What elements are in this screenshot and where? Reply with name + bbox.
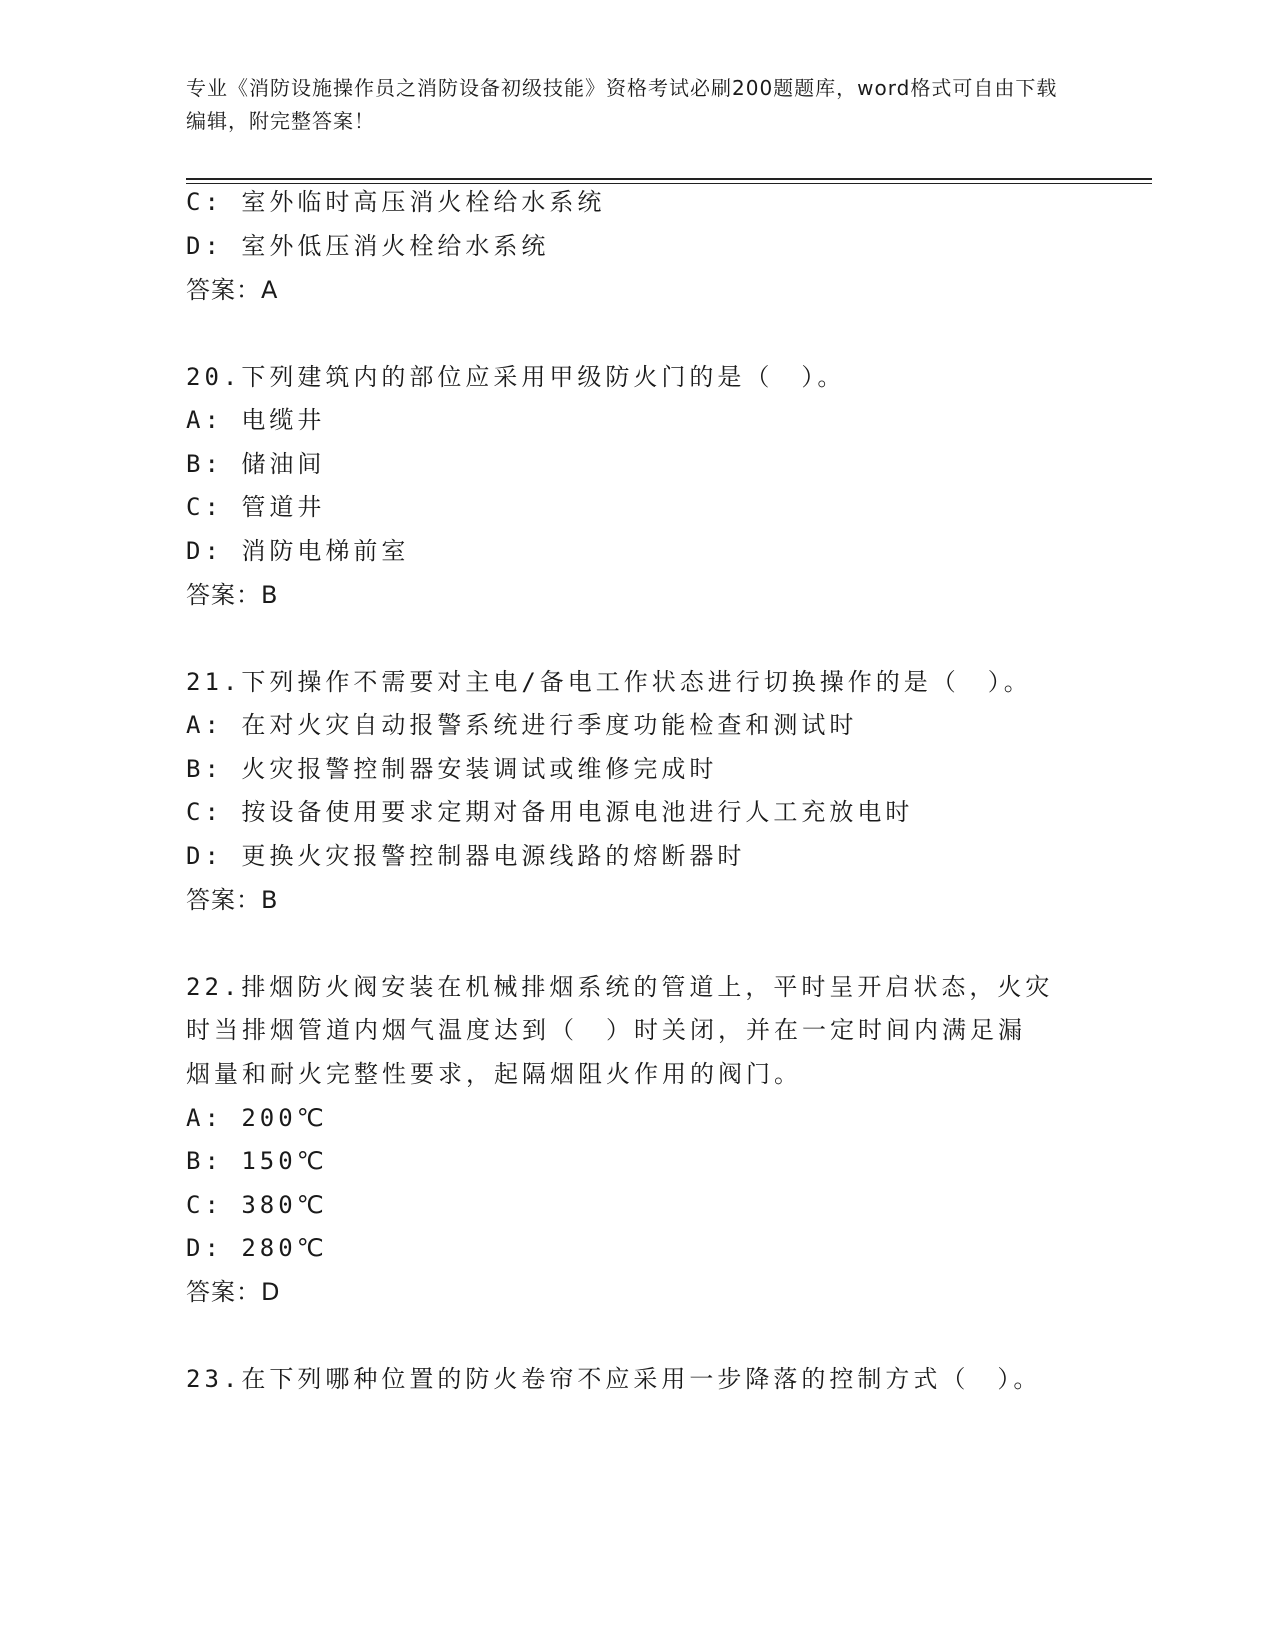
q22-option-c: C: 380℃ (186, 1191, 328, 1219)
q19-answer: 答案：A (186, 276, 279, 304)
q20-option-d: D: 消防电梯前室 (186, 537, 410, 565)
q21-answer: 答案：B (186, 886, 279, 914)
q19-option-c: C: 室外临时高压消火栓给水系统 (186, 188, 606, 216)
q21-question: 21.下列操作不需要对主电/备电工作状态进行切换操作的是（ ）。 (186, 668, 1032, 696)
q22-option-d: D: 280℃ (186, 1234, 328, 1262)
q19-option-d: D: 室外低压消火栓给水系统 (186, 232, 550, 260)
q21-option-c: C: 按设备使用要求定期对备用电源电池进行人工充放电时 (186, 798, 914, 826)
q20-question: 20.下列建筑内的部位应采用甲级防火门的是（ ）。 (186, 363, 846, 391)
q22-answer: 答案：D (186, 1278, 281, 1306)
q20-option-b: B: 储油间 (186, 450, 326, 478)
header-divider-thick (186, 178, 1152, 180)
q21-option-b: B: 火灾报警控制器安装调试或维修完成时 (186, 755, 718, 783)
q22-question-line-2: 时当排烟管道内烟气温度达到（ ）时关闭，并在一定时间内满足漏 (186, 1016, 1026, 1044)
q22-option-b: B: 150℃ (186, 1147, 328, 1175)
header-divider-thin (186, 183, 1152, 184)
q23-question: 23.在下列哪种位置的防火卷帘不应采用一步降落的控制方式（ ）。 (186, 1365, 1042, 1393)
q20-option-c: C: 管道井 (186, 493, 326, 521)
q22-question-line-3: 烟量和耐火完整性要求，起隔烟阻火作用的阀门。 (186, 1060, 802, 1088)
document-header: 专业《消防设施操作员之消防设备初级技能》资格考试必刷200题题库，word格式可自由下载编辑，附完整答案！ (186, 76, 1058, 133)
q20-option-a: A: 电缆井 (186, 406, 326, 434)
q20-answer: 答案：B (186, 581, 279, 609)
q22-question-line-1: 22.排烟防火阀安装在机械排烟系统的管道上，平时呈开启状态，火灾 (186, 973, 1054, 1001)
q22-option-a: A: 200℃ (186, 1104, 328, 1132)
q21-option-d: D: 更换火灾报警控制器电源线路的熔断器时 (186, 842, 746, 870)
q21-option-a: A: 在对火灾自动报警系统进行季度功能检查和测试时 (186, 711, 858, 739)
